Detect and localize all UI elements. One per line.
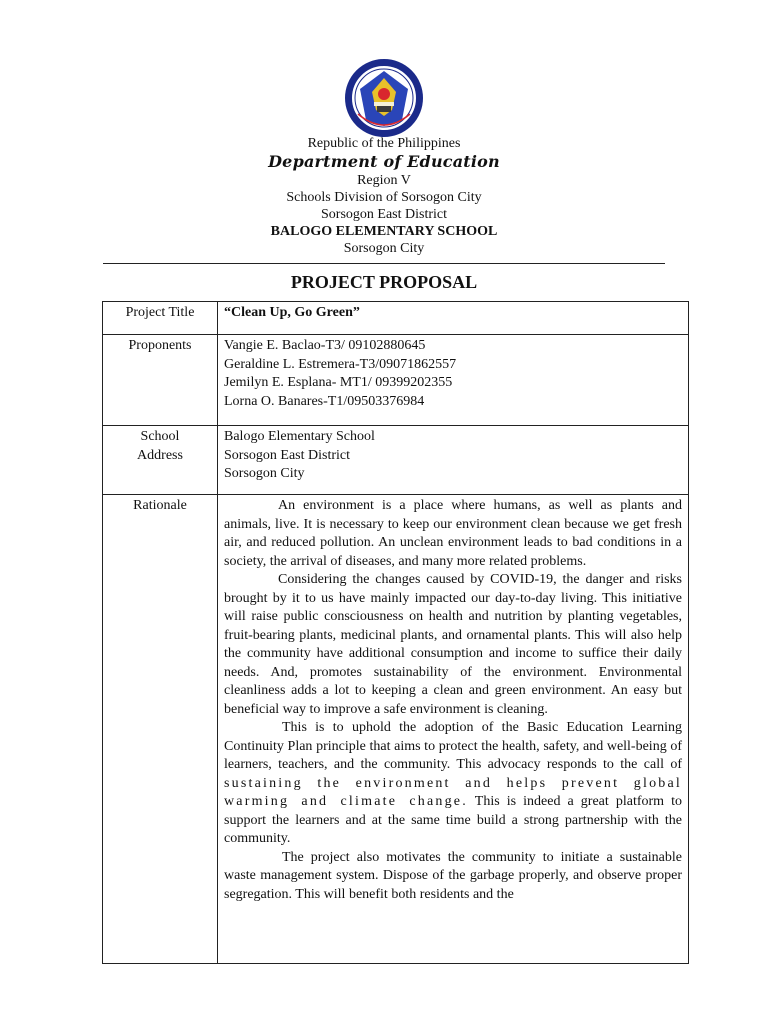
city-line: Sorsogon City <box>343 241 425 256</box>
address-line: Sorsogon City <box>224 466 305 481</box>
rationale-paragraph: Considering the changes caused by COVID-19, the danger and risks brought by it to us have mainly impacted our day-to-day living. This initiative will raise public consciousness on health and nutrition by planting vegetables, fruit-bearing plants, medicinal plants, and ornamental plants. This will also help the community have additional consumption and income to suffice their daily needs. And, promotes sustainability of the environment. Environmental cleanliness adds a lot to keeping a clean and green environment. An easy but beneficial way to improve a safe environment is cleaning. <box>224 572 682 717</box>
rationale-paragraph: An environment is a place where humans, as well as plants and animals, live. It is necessary to keep our environment clean because we get fresh air, and reduced pollution. An unclean environment leads to bad conditions in a society, the arrival of diseases, and many more related problems. <box>224 498 682 569</box>
proposal-table <box>102 301 689 964</box>
proponent-item: Jemilyn E. Esplana- MT1/ 09399202355 <box>224 375 453 390</box>
rationale-text <box>218 495 689 964</box>
deped-seal-icon <box>330 58 438 138</box>
proponent-item: Vangie E. Baclao-T3/ 09102880645 <box>224 338 426 353</box>
project-title-label: Project Title <box>103 302 218 335</box>
address-line: Balogo Elementary School <box>224 429 375 444</box>
document-title: PROJECT PROPOSAL <box>290 272 478 292</box>
division-line: Schools Division of Sorsogon City <box>286 190 482 205</box>
school-address-value <box>218 426 689 495</box>
school-address-label: School Address <box>103 426 218 495</box>
proponents-label: Proponents <box>103 335 218 426</box>
rationale-paragraph: This is to uphold the adoption of the Basic Education Learning Continuity Plan principle that aims to protect the health, safety, and well-being of learners, teachers, and the community. This advocacy responds to the call of sustaining the environment and helps prevent global warming and climate change. This is indeed a great platform to support the learners and at the same time build a strong partnership with the community. <box>224 720 683 846</box>
address-line: Sorsogon East District <box>224 447 350 463</box>
country-line: Republic of the Philippines <box>307 136 461 151</box>
table-row <box>103 335 689 426</box>
district-line: Sorsogon East District <box>321 207 447 222</box>
region-line: Region V <box>357 173 411 188</box>
department-line: Department of Education <box>268 152 500 171</box>
proponents-list <box>218 335 689 426</box>
school-name: BALOGO ELEMENTARY SCHOOL <box>270 224 498 239</box>
rationale-label: Rationale <box>103 495 218 964</box>
project-title-value: “Clean Up, Go Green” <box>218 302 689 335</box>
proponent-item: Lorna O. Banares-T1/09503376984 <box>224 393 425 409</box>
table-row <box>103 302 689 335</box>
rationale-paragraph: The project also motivates the community to initiate a sustainable waste management system. Dispose of the garbage properly, and observe proper segregation. This will benefit both residents and the <box>224 849 682 902</box>
letterhead <box>0 135 768 257</box>
table-row <box>103 426 689 495</box>
proponent-item: Geraldine L. Estremera-T3/09071862557 <box>224 356 457 372</box>
header-divider <box>103 263 665 264</box>
table-row <box>103 495 689 964</box>
